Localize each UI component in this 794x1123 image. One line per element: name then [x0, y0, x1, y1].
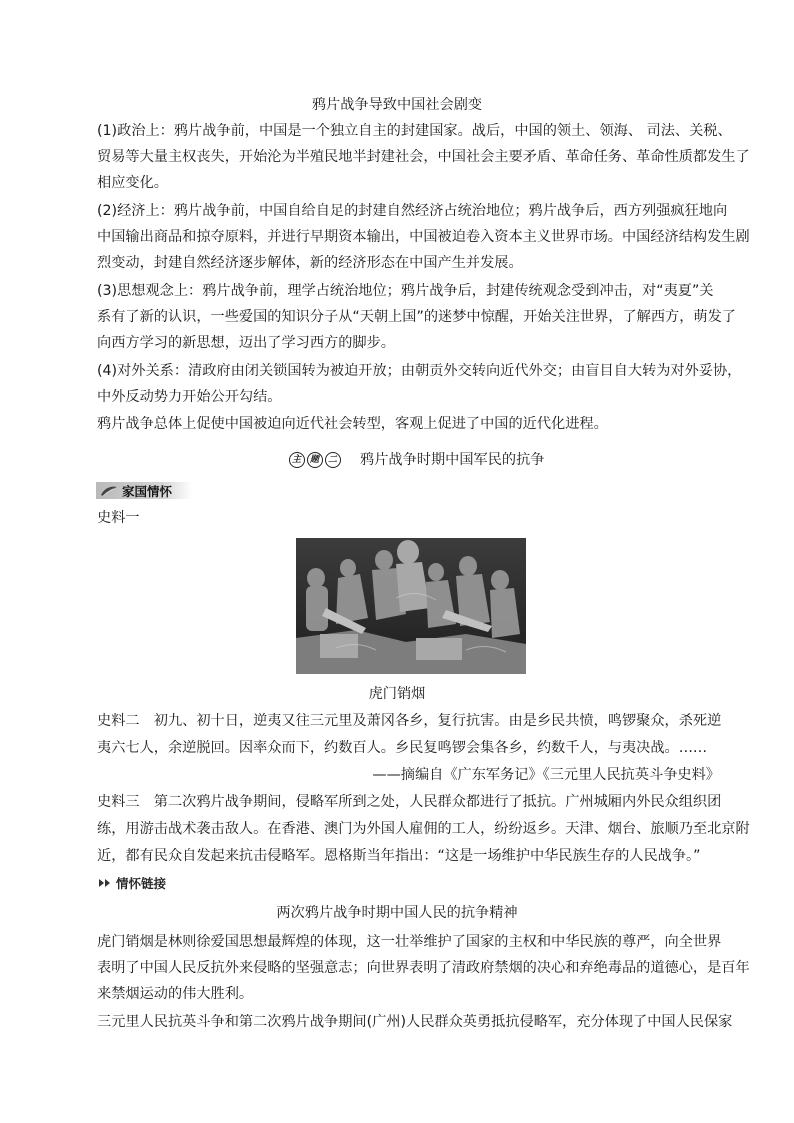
paragraph-line: (4)对外关系：清政府由闭关锁国转为被迫开放；由朝贡外交转向近代外交；由盲目自大转为对外妥协，: [97, 363, 742, 379]
citation: ——摘编自《广东军务记》《三元里人民抗英斗争史料》: [372, 767, 720, 783]
source-label: 史料一: [97, 510, 140, 526]
source-line: 近，都有民众自发起来抗击侵略军。恩格斯当年指出：“这是一场维护中华民族生存的人民战争。”: [97, 848, 701, 864]
tag-home-country: [96, 482, 192, 499]
paragraph-line: 贸易等大量主权丧失，开始沦为半殖民地半封建社会，中国社会主要矛盾、革命任务、革命性质都发生了: [97, 149, 750, 165]
paragraph-line: 中国输出商品和掠夺原料，并进行早期资本输出，中国被迫卷入资本主义世界市场。中国经济结构发生剧: [97, 229, 750, 245]
topic-badge-char: 二: [325, 452, 341, 468]
paragraph-line: 相应变化。: [97, 175, 168, 191]
relief-illustration: [296, 538, 526, 674]
humen-destruction-relief-image: [296, 538, 526, 674]
tag-link: [98, 874, 166, 892]
paragraph-line: (1)政治上：鸦片战争前，中国是一个独立自主的封建国家。战后，中国的领土、领海、 司法、关税、: [97, 123, 732, 139]
tag-label: 家国情怀: [122, 483, 173, 499]
paragraph-line: (3)思想观念上：鸦片战争前，理学占统治地位；鸦片战争后，封建传统观念受到冲击，对“夷夏”关: [97, 283, 714, 299]
paragraph-line: 表明了中国人民反抗外来侵略的坚强意志；向世界表明了清政府禁烟的决心和弃绝毒品的道德心，是百年: [97, 960, 750, 976]
section-title: 两次鸦片战争时期中国人民的抗争精神: [276, 905, 518, 921]
source-line: 夷六七人，余逆脱回。因率众而下，约数百人。乡民复鸣锣会集各乡，约数千人，与夷决战。……: [97, 740, 708, 756]
paragraph-line: 来禁烟运动的伟大胜利。: [97, 986, 254, 1002]
topic-badge: [288, 452, 342, 468]
source-line: 史料二 初九、初十日，逆夷又往三元里及萧冈各乡，复行抗害。由是乡民共愤，鸣锣聚众，杀死逆: [97, 713, 722, 729]
paragraph-line: 向西方学习的新思想，迈出了学习西方的脚步。: [97, 335, 395, 351]
source-line: 史料三 第二次鸦片战争期间，侵略军所到之处，人民群众都进行了抵抗。广州城厢内外民众组织团: [97, 794, 722, 810]
double-arrow-icon: [98, 878, 112, 888]
paragraph-line: 系有了新的认识，一些爱国的知识分子从“天朝上国”的迷梦中惊醒，开始关注世界，了解西方，萌发了: [97, 309, 736, 325]
leaf-icon: [100, 485, 118, 497]
summary-line: 鸦片战争总体上促使中国被迫向近代社会转型，客观上促进了中国的近代化进程。: [97, 416, 608, 432]
topic-title: 鸦片战争时期中国军民的抗争: [360, 452, 545, 468]
section-title: 鸦片战争导致中国社会剧变: [311, 97, 483, 113]
paragraph-line: (2)经济上：鸦片战争前，中国自给自足的封建自然经济占统治地位；鸦片战争后，西方列强疯狂地向: [97, 203, 728, 219]
paragraph-line: 烈变动，封建自然经济逐步解体，新的经济形态在中国产生并发展。: [97, 255, 523, 271]
paragraph-line: 虎门销烟是林则徐爱国思想最辉煌的体现，这一壮举维护了国家的主权和中华民族的尊严，向全世界: [97, 934, 722, 950]
tag-label: 情怀链接: [116, 876, 167, 891]
topic-badge-char: 主: [289, 452, 305, 468]
topic-heading: [288, 450, 544, 470]
topic-badge-char: 题: [307, 452, 323, 468]
paragraph-line: 中外反动势力开始公开勾结。: [97, 389, 282, 405]
image-caption: 虎门销烟: [368, 686, 426, 702]
source-line: 练，用游击战术袭击敌人。在香港、澳门为外国人雇佣的工人，纷纷返乡。天津、烟台、旅顺乃至北京附: [97, 821, 750, 837]
paragraph-line: 三元里人民抗英斗争和第二次鸦片战争期间(广州)人民群众英勇抵抗侵略军，充分体现了中国人民保家: [97, 1014, 733, 1030]
